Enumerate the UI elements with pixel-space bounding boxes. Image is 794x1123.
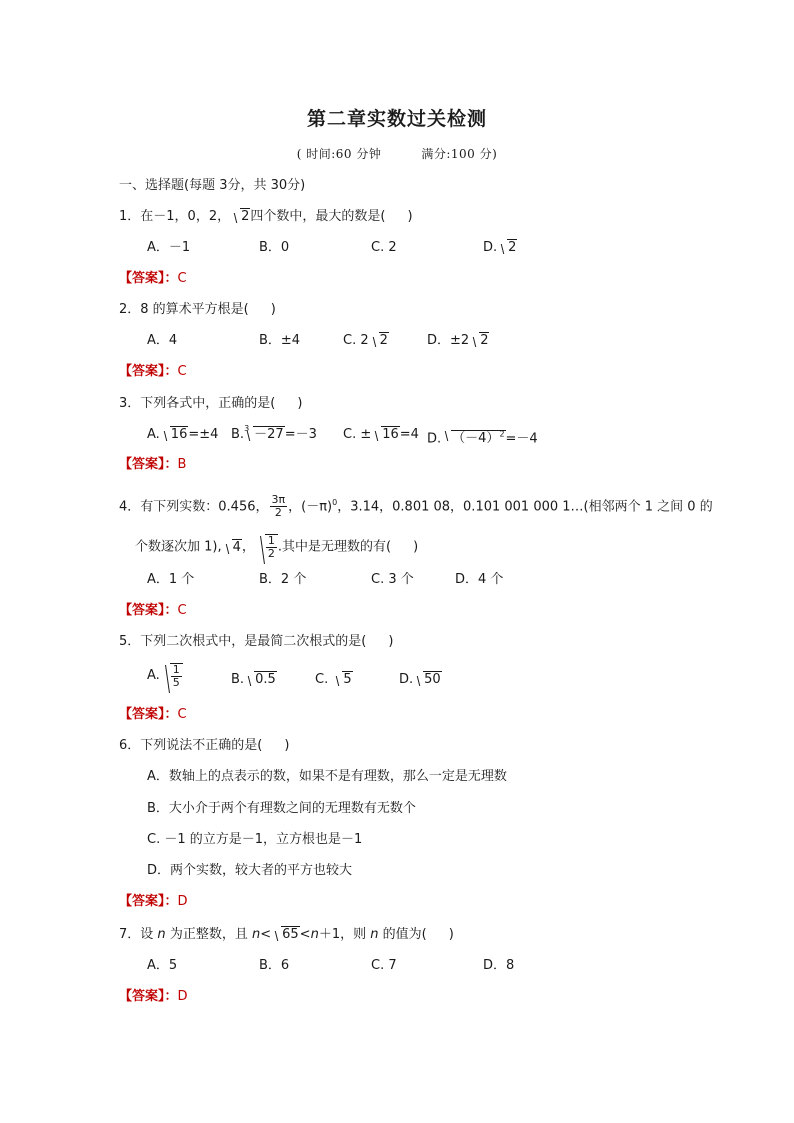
question-7-answer: 【答案】：D — [119, 989, 188, 1004]
question-3-stem: 3．下列各式中，正确的是( ) — [119, 396, 303, 411]
question-4-answer: 【答案】：C — [119, 603, 187, 618]
question-6-option-a: A．数轴上的点表示的数，如果不是有理数，那么一定是无理数 — [147, 769, 507, 784]
question-2-option-a: A．4 — [147, 333, 178, 348]
question-1-option-b: B．0 — [259, 240, 290, 255]
question-1-option-a: A．－1 — [147, 240, 191, 255]
question-5-option-c: C. 5 — [315, 672, 352, 687]
question-4-option-c: C. 3 个 — [371, 572, 414, 587]
question-4-stem-line1: 4．有下列实数：0.456， $\frac{3\pi}{2}$ ，$(-\pi)^0$，3.14，0.801 08，0.101 001 000 1…(相邻两个 1 之间 0 的 — [119, 493, 713, 520]
question-7-option-d: D．8 — [483, 958, 515, 973]
question-5-option-a: A. $\frac{1}{5}$ — [147, 663, 183, 689]
question-1-option-d: D. 2 — [483, 240, 517, 255]
question-1-answer: 【答案】：C — [119, 271, 187, 286]
question-5-option-d: D. 50 — [399, 672, 441, 687]
question-1-stem: 1．在－1，0，2， 2四个数中，最大的数是( ) — [119, 209, 413, 224]
full-score: 满分:100 分) — [421, 147, 498, 161]
question-2-stem: 2．8 的算术平方根是( ) — [119, 302, 276, 317]
question-6-option-d: D．两个实数，较大者的平方也较大 — [147, 863, 353, 878]
section-heading: 一、选择题(每题 3分，共 30分) — [119, 178, 306, 193]
question-1-option-c: C. 2 — [371, 240, 397, 255]
fraction: $\frac{3\pi}{2}$ — [271, 493, 286, 520]
question-2-option-d: D．±2 2 — [427, 333, 489, 348]
question-7-stem: 7．设 n 为正整数，且 n< 65<n＋1，则 n 的值为( ) — [119, 927, 454, 942]
question-4-option-b: B．2 个 — [259, 572, 307, 587]
question-4-option-a: A．1 个 — [147, 572, 195, 587]
question-4-option-d: D．4 个 — [455, 572, 504, 587]
question-6-option-c: C. －1 的立方是－1，立方根也是－1 — [147, 832, 363, 847]
page-title: 第二章实数过关检测 — [306, 108, 487, 130]
question-5-option-b: B. 0.5 — [231, 672, 276, 687]
time-limit: ( 时间:60 分钟 — [296, 147, 382, 161]
question-7-option-b: B．6 — [259, 958, 290, 973]
question-7-option-a: A．5 — [147, 958, 178, 973]
exam-meta — [0, 145, 794, 162]
question-3-option-a: A. 16=±4 — [147, 427, 219, 442]
question-3-answer: 【答案】：B — [119, 457, 187, 472]
question-4-stem-line2: 个数逐次加 1), 4， $\frac{1}{2}$ .其中是无理数的有( ) — [135, 534, 419, 560]
question-3-option-d: D. $(-4)^2=-4$ — [427, 426, 538, 448]
sqrt-symbol: 2 — [231, 208, 250, 226]
question-6-answer: 【答案】：D — [119, 894, 188, 909]
question-6-option-b: B．大小介于两个有理数之间的无理数有无数个 — [147, 801, 416, 816]
question-2-option-b: B．±4 — [259, 333, 301, 348]
question-3-option-b: B.$^3$ －27=－3 — [231, 424, 317, 442]
question-5-stem: 5．下列二次根式中，是最简二次根式的是( ) — [119, 634, 394, 649]
question-2-option-c: C. 2 2 — [343, 333, 388, 348]
sqrt-symbol: $\frac{1}{2}$ — [255, 534, 278, 560]
question-6-stem: 6．下列说法不正确的是( ) — [119, 738, 290, 753]
question-7-option-c: C. 7 — [371, 958, 397, 973]
question-2-answer: 【答案】：C — [119, 364, 187, 379]
question-3-option-c: C. ± 16=4 — [343, 427, 419, 442]
question-5-answer: 【答案】：C — [119, 707, 187, 722]
